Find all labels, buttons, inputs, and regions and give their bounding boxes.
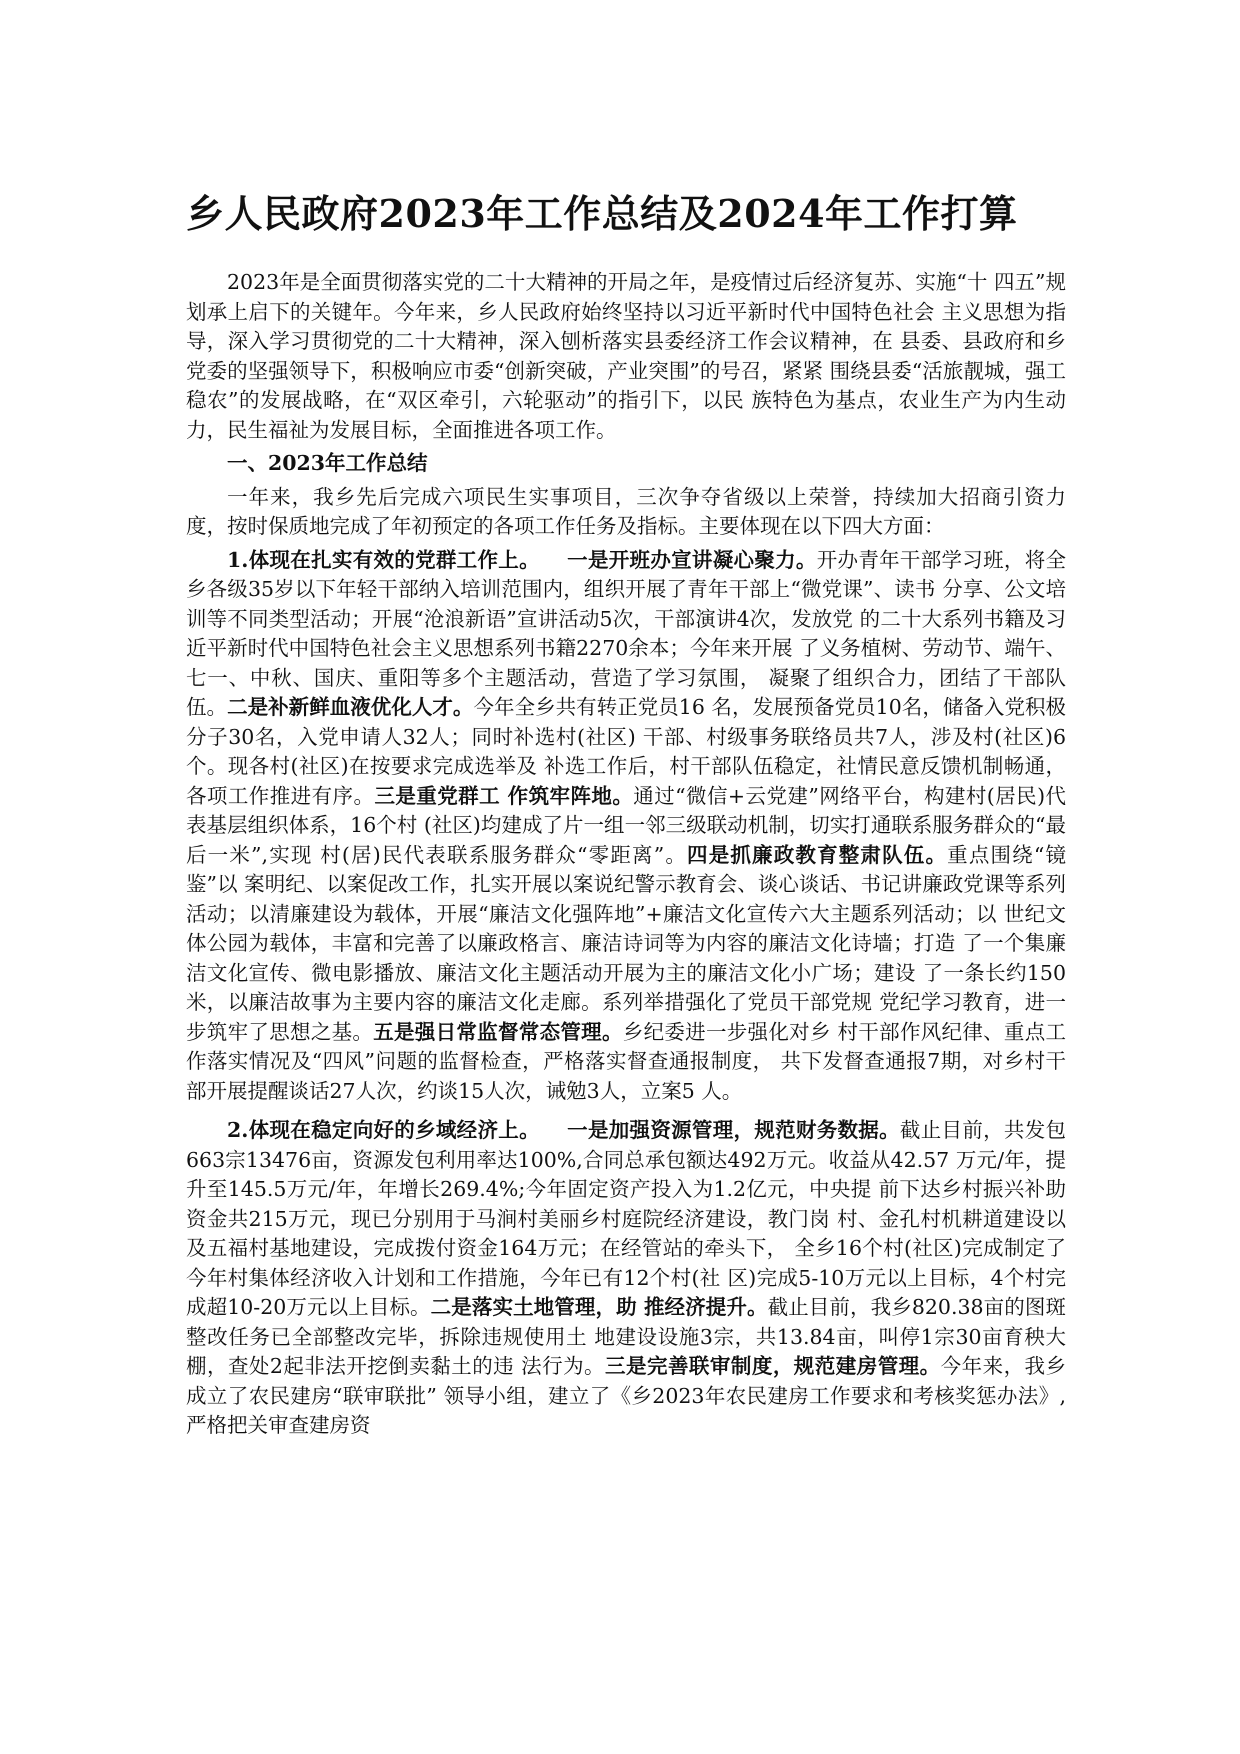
item2-sub2-title: 二是落实土地管理，助 推经济提升。 bbox=[430, 1295, 768, 1319]
item1-sub1-text: 开办青年干部学习班，将全乡各级35岁以下年轻干部纳入培训范围内，组织开展了青年干部上“微党课”、读书 分享、公文培训等不同类型活动；开展“沧浪新语”宣讲活动5次，干部演讲4次，发放党 的二十大系列书籍及习近平新时代中国特色社会主义思想系列书籍2270余本；今年来开展 了义务植树、劳动节、端午、七一、中秋、国庆、重阳等多个主题活动，营造了学习氛围， 凝聚了组织合力，团结了干部队伍。 bbox=[186, 547, 1066, 719]
item2-sub1-title: 一是加强资源管理，规范财务数据。 bbox=[567, 1118, 900, 1142]
item2-paragraph bbox=[186, 1116, 1066, 1441]
document-page bbox=[186, 188, 1066, 1441]
item1-sub2-title: 二是补新鲜血液优化人才。 bbox=[227, 695, 474, 719]
document-title: 乡人民政府2023年工作总结及2024年工作打算 bbox=[186, 191, 1018, 236]
item1-sub5-text: 乡纪委进一步强化对乡 村干部作风纪律、重点工作落实情况及“四风”问题的监督检查，严格落实督查通报制度， 共下发督查通报7期，对乡村干部开展提醒谈话27人次，约谈15人次，诫勉3人，立案5 人。 bbox=[186, 1019, 1067, 1103]
section-heading: 一、2023年工作总结 bbox=[227, 451, 428, 475]
item2-sub1-text: 截止目前，共发包663宗13476亩，资源发包利用率达100%,合同总承包额达492万元。收益从42.57 万元/年，提升至145.5万元/年，年增长269.4%;今年固定资产投入为1.2亿元，中央提 前下达乡村振兴补助资金共215万元，现已分别用于马涧村美丽乡村庭院经济建设，教门岗 村、金孔村机耕道建设以及五福村基地建设，完成拨付资金164万元；在经管站的牵头下， 全乡16个村(社区)完成制定了今年村集体经济收入计划和工作措施，今年已有12个村(社 区)完成5-10万元以上目标，4个村完成超10-20万元以上目标。 bbox=[186, 1118, 1067, 1319]
intro-paragraph: 2023年是全面贯彻落实党的二十大精神的开局之年，是疫情过后经济复苏、实施“十 四五”规划承上启下的关键年。今年来，乡人民政府始终坚持以习近平新时代中国特色社会 主义思想为指导，深入学习贯彻党的二十大精神，深入刨析落实县委经济工作会议精神，在 县委、县政府和乡党委的坚强领导下，积极响应市委“创新突破，产业突围”的号召，紧紧 围绕县委“活旅靓城，强工稳农”的发展战略，在“双区牵引，六轮驱动”的指引下，以民 族特色为基点，农业生产为内生动力，民生福祉为发展目标，全面推进各项工作。 bbox=[186, 270, 1066, 442]
item2-sub3-text: 今年来，我乡成立了农民建房“联审联批” 领导小组，建立了《乡2023年农民建房工作要求和考核奖惩办法》,严格把关审查建房资 bbox=[186, 1354, 1067, 1437]
item1-sub3-title: 三是重党群工 作筑牢阵地。 bbox=[374, 783, 634, 808]
item2-lead: 2.体现在稳定向好的乡域经济上。 bbox=[227, 1118, 540, 1142]
item2-sub3-title: 三是完善联审制度，规范建房管理。 bbox=[605, 1354, 941, 1378]
item1-lead: 1.体现在扎实有效的党群工作上。 bbox=[227, 547, 540, 572]
section-intro-paragraph: 一年来，我乡先后完成六项民生实事项目，三次争夺省级以上荣誉，持续加大招商引资力度，按时保质地完成了年初预定的各项工作任务及指标。主要体现在以下四大方面： bbox=[186, 484, 1066, 538]
item1-sub3-text: 通过“微信+云党建”网络平台，构建村(居民)代表基层组织体系，16个村 (社区)均建成了片一组一邻三级联动机制，切实打通联系服务群众的“最后一米”,实现 村(居)民代表联系服务群众“零距离”。 bbox=[186, 783, 1067, 867]
item1-sub4-title: 四是抓廉政教育整肃队伍。 bbox=[687, 842, 948, 867]
item1-sub5-title: 五是强日常监督常态管理。 bbox=[373, 1019, 623, 1044]
item1-sub4-text: 重点围绕“镜鉴”以 案明纪、以案促改工作，扎实开展以案说纪警示教育会、谈心谈话、书记讲廉政党课等系列 活动；以清廉建设为载体，开展“廉洁文化强阵地”+廉洁文化宣传六大主题系列活动；以 世纪文体公园为载体，丰富和完善了以廉政格言、廉洁诗词等为内容的廉洁文化诗墙；打造 了一个集廉洁文化宣传、微电影播放、廉洁文化主题活动开展为主的廉洁文化小广场；建设 了一条长约150米，以廉洁故事为主要内容的廉洁文化走廊。系列举措强化了党员干部党规 党纪学习教育，进一步筑牢了思想之基。 bbox=[186, 842, 1066, 1044]
item1-paragraph bbox=[186, 546, 1066, 1107]
item1-sub2-text: 今年全乡共有转正党员16 名，发展预备党员10名，储备入党积极分子30名，入党申请人32人；同时补选村(社区) 干部、村级事务联络员共7人，涉及村(社区)6个。现各村(社区)在按要求完成选举及 补选工作后，村干部队伍稳定，社情民意反馈机制畅通，各项工作推进有序。 bbox=[186, 695, 1067, 808]
item2-sub2-text: 截止目前，我乡820.38亩的图斑整改任务已全部整改完毕，拆除违规使用土 地建设设施3宗，共13.84亩，叫停1宗30亩育秧大棚，查处2起非法开挖倒卖黏土的违 法行为。 bbox=[186, 1295, 1066, 1378]
item1-sub1-title: 一是开班办宣讲凝心聚力。 bbox=[567, 547, 817, 572]
